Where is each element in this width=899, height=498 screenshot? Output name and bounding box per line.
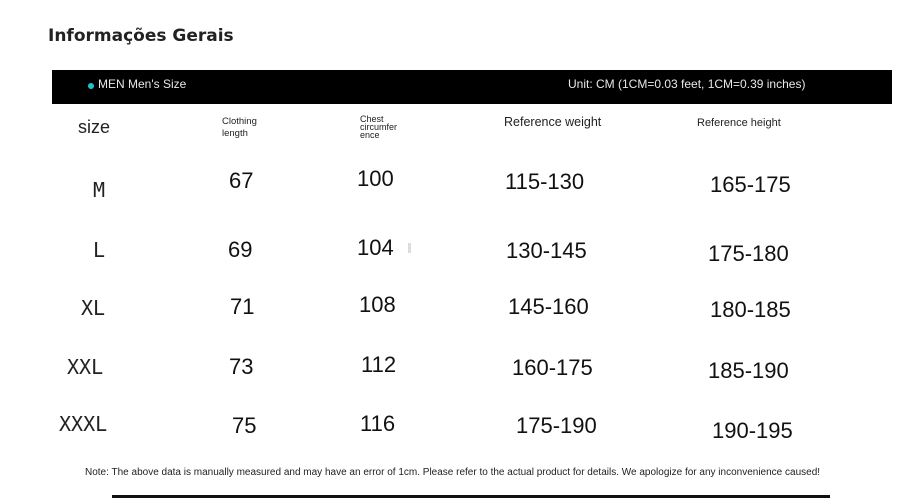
size-chart-banner — [52, 70, 892, 104]
banner-unit: Unit: CM (1CM=0.03 feet, 1CM=0.39 inches) — [568, 77, 806, 91]
header-chest-line1: Chest — [360, 114, 384, 124]
header-weight: Reference weight — [504, 115, 602, 129]
cell-size: XXXL — [59, 412, 108, 436]
cell-length: 73 — [229, 354, 254, 379]
scan-artifact — [408, 243, 411, 253]
cell-size: XL — [81, 296, 106, 320]
cell-chest: 116 — [360, 411, 396, 436]
cell-weight: 115-130 — [505, 169, 585, 194]
header-chest-line3: ence — [360, 130, 380, 140]
header-height: Reference height — [697, 117, 781, 129]
cell-height: 175-180 — [708, 241, 789, 266]
cell-size: XXL — [67, 355, 104, 379]
size-chart-note: Note: The above data is manually measured and may have an error of 1cm. Please refer to the actual product for details. We apologize for any inconvenience caused! — [85, 467, 821, 478]
cell-length: 69 — [228, 237, 253, 262]
cell-chest: 104 — [357, 235, 394, 260]
cell-size: M — [93, 178, 106, 202]
cell-weight: 160-175 — [512, 355, 593, 380]
cell-height: 165-175 — [710, 172, 791, 197]
bullet-dot-icon — [88, 83, 94, 89]
section-title: Informações Gerais — [48, 26, 234, 46]
banner-title: MEN Men's Size — [98, 77, 187, 91]
header-chest — [360, 115, 397, 139]
cell-weight: 175-190 — [516, 413, 597, 438]
cell-chest: 112 — [361, 352, 397, 377]
header-clothing-length — [222, 117, 257, 138]
header-clothing-length-line1: Clothing — [222, 116, 257, 127]
cell-length: 71 — [230, 294, 255, 319]
cell-length: 75 — [232, 413, 257, 438]
cell-height: 190-195 — [712, 418, 793, 443]
cell-length: 67 — [229, 168, 254, 193]
cell-size: L — [93, 238, 106, 262]
header-clothing-length-line2: length — [222, 128, 248, 139]
header-chest-line2: circumfer — [360, 122, 398, 132]
cell-chest: 100 — [357, 166, 394, 191]
cell-weight: 145-160 — [508, 294, 589, 319]
cell-height: 180-185 — [710, 297, 791, 322]
header-size: size — [78, 117, 111, 137]
cell-chest: 108 — [359, 292, 396, 317]
cell-weight: 130-145 — [506, 238, 587, 263]
cell-height: 185-190 — [708, 358, 789, 383]
size-chart-image — [52, 70, 892, 498]
